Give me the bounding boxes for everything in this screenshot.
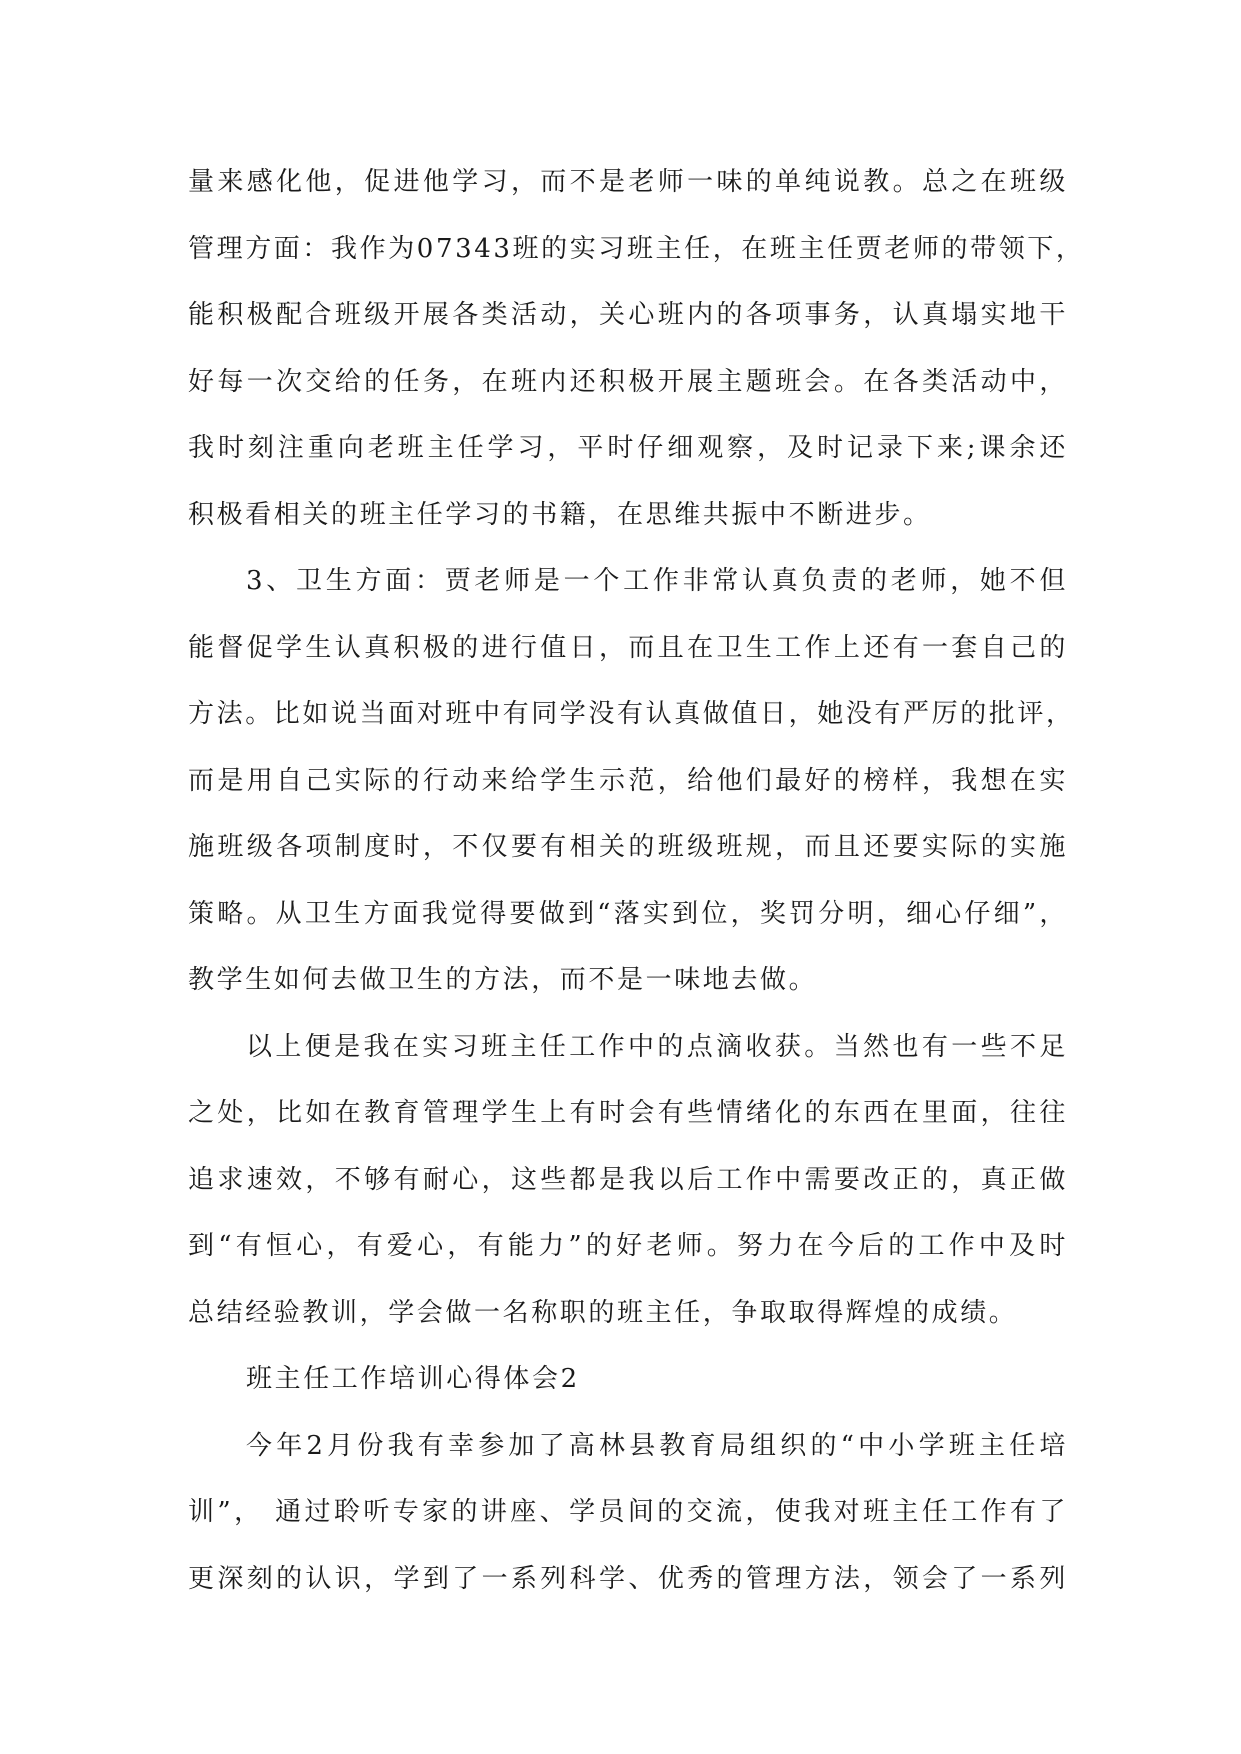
text-line: 能督促学生认真积极的进行值日，而且在卫生工作上还有一套自己的 <box>188 632 1068 663</box>
text-line: 积极看相关的班主任学习的书籍，在思维共振中不断进步。 <box>188 499 932 530</box>
section-heading <box>188 1359 1068 1426</box>
text-line: 好每一次交给的任务，在班内还积极开展主题班会。在各类活动中， <box>188 366 1068 397</box>
text-line: 之处，比如在教育管理学生上有时会有些情绪化的东西在里面，往往 <box>188 1098 1068 1128</box>
paragraph-class-management <box>188 162 1085 561</box>
text-line: 策略。从卫生方面我觉得要做到“落实到位，奖罚分明，细心仔细”， <box>188 898 1068 929</box>
text-line: 追求速效，不够有耐心，这些都是我以后工作中需要改正的，真正做 <box>188 1164 1068 1195</box>
paragraph-hygiene <box>188 561 1075 1027</box>
heading-line: 班主任工作培训心得体会2 <box>246 1364 580 1394</box>
text-line: 管理方面：我作为07343班的实习班主任，在班主任贾老师的带领下， <box>188 233 1085 264</box>
text-line: 能积极配合班级开展各类活动，关心班内的各项事务，认真塌实地干 <box>188 300 1068 330</box>
text-line: 到“有恒心，有爱心，有能力”的好老师。努力在今后的工作中及时 <box>188 1231 1068 1261</box>
text-line: 我时刻注重向老班主任学习，平时仔细观察，及时记录下来;课余还 <box>188 433 1068 463</box>
text-line: 总结经验教训，学会做一名称职的班主任，争取取得辉煌的成绩。 <box>188 1297 1018 1328</box>
text-line: 今年2月份我有幸参加了高林县教育局组织的“中小学班主任培 <box>246 1430 1068 1461</box>
text-line: 以上便是我在实习班主任工作中的点滴收获。当然也有一些不足 <box>246 1031 1068 1062</box>
text-line: 训”， 通过聆听专家的讲座、学员间的交流，使我对班主任工作有了 <box>188 1497 1068 1527</box>
text-line: 方法。比如说当面对班中有同学没有认真做值日，她没有严厉的批评， <box>188 699 1075 729</box>
text-line: 更深刻的认识，学到了一系列科学、优秀的管理方法，领会了一系列 <box>188 1563 1068 1594</box>
document-body <box>188 162 1085 1625</box>
text-line: 教学生如何去做卫生的方法，而不是一味地去做。 <box>188 965 818 995</box>
text-line: 3、卫生方面：贾老师是一个工作非常认真负责的老师，她不但 <box>246 566 1068 596</box>
text-line: 施班级各项制度时，不仅要有相关的班级班规，而且还要实际的实施 <box>188 832 1068 862</box>
text-line: 量来感化他，促进他学习，而不是老师一味的单纯说教。总之在班级 <box>188 167 1068 197</box>
paragraph-training <box>188 1426 1068 1626</box>
text-line: 而是用自己实际的行动来给学生示范，给他们最好的榜样，我想在实 <box>188 765 1068 796</box>
paragraph-summary <box>188 1027 1068 1360</box>
